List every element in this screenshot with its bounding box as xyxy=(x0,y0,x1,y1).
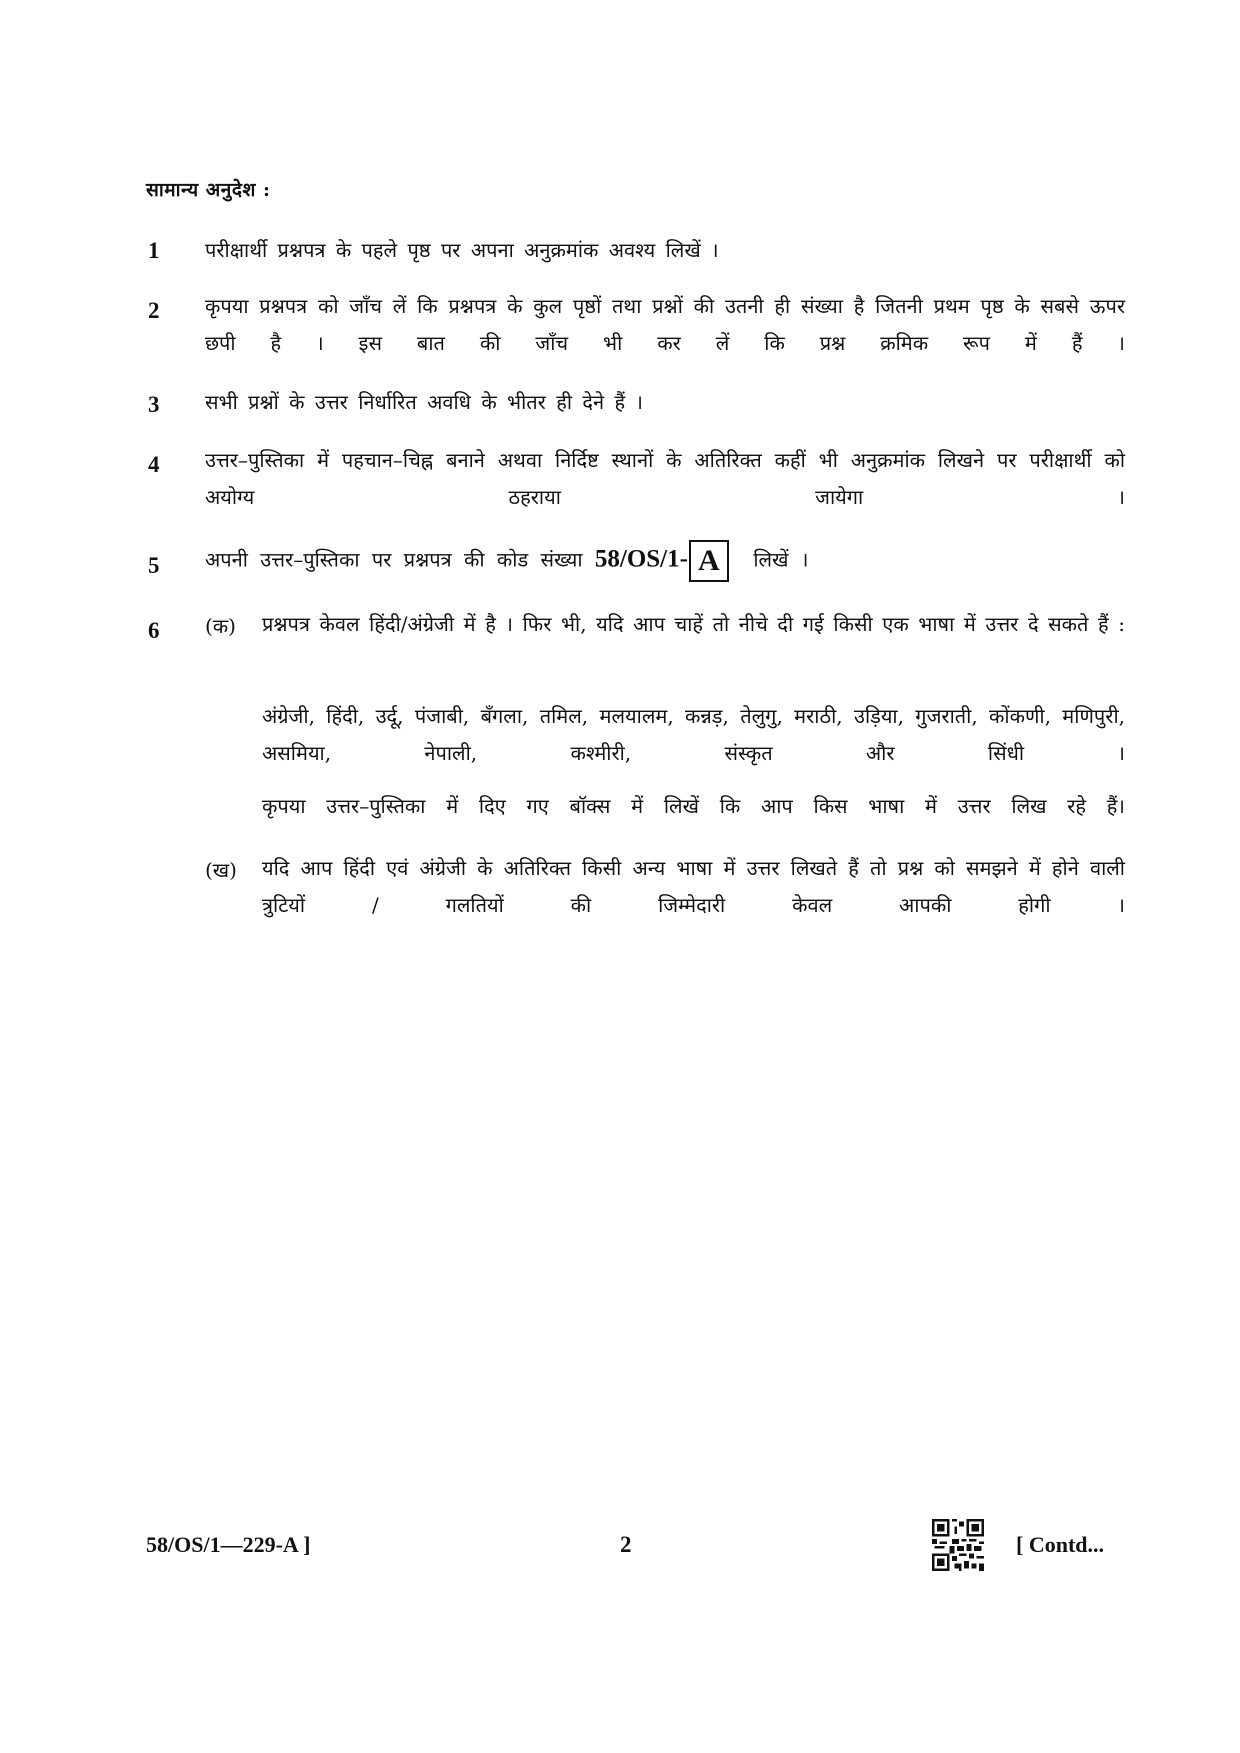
sub-item-text: प्रश्नपत्र केवल हिंदी/अंग्रेजी में है । फिर भी, यदि आप चाहें तो नीचे दी गई किसी एक भाषा में उत्तर दे सकते हैं : xyxy=(262,612,1125,636)
qr-code-icon xyxy=(932,1519,984,1571)
paper-code-set-box: A xyxy=(689,540,729,582)
instruction-number: 5 xyxy=(148,553,160,578)
code-instruction-text: अपनी उत्तर–पुस्तिका पर प्रश्नपत्र की कोड संख्या xyxy=(205,547,583,572)
sub-item-label: (क) xyxy=(205,614,236,638)
footer-paper-code: 58/OS/1—229-A ] xyxy=(146,1532,311,1557)
continued-marker: [ Contd... xyxy=(1016,1532,1105,1557)
sub-item-label: (ख) xyxy=(205,858,237,882)
instruction-text: सभी प्रश्नों के उत्तर निर्धारित अवधि के भीतर ही देने हैं । xyxy=(205,390,644,414)
instruction-text-code xyxy=(205,540,1125,582)
instruction-number: 3 xyxy=(148,392,160,417)
instruction-number: 1 xyxy=(148,238,160,263)
paper-code: 58/OS/1- xyxy=(594,545,688,573)
instruction-text: उत्तर–पुस्तिका में पहचान–चिह्न बनाने अथवा निर्दिष्ट स्थानों के अतिरिक्त कहीं भी अनुक्रमांक लिखने पर परीक्षार्थी को अयोग्य ठहराया जायेगा । xyxy=(205,448,1125,509)
instruction-text: परीक्षार्थी प्रश्नपत्र के पहले पृष्ठ पर अपना अनुक्रमांक अवश्य लिखें । xyxy=(205,238,719,262)
instruction-number: 4 xyxy=(148,452,160,477)
language-list: अंग्रेजी, हिंदी, उर्दू, पंजाबी, बँगला, तमिल, मलयालम, कन्नड़, तेलुगु, मराठी, उड़िया, गुजराती, कोंकणी, मणिपुरी, असमिया, नेपाली, कश्मीरी, संस्कृत और सिंधी । xyxy=(262,704,1125,765)
instruction-number: 6 xyxy=(148,618,160,643)
page-number: 2 xyxy=(620,1532,632,1557)
code-instruction-suffix: लिखें । xyxy=(753,547,809,572)
instructions-heading: सामान्य अनुदेश : xyxy=(146,179,271,201)
language-note: कृपया उत्तर–पुस्तिका में दिए गए बॉक्स में लिखें कि आप किस भाषा में उत्तर लिख रहे हैं। xyxy=(262,794,1125,818)
instruction-number: 2 xyxy=(148,298,160,323)
sub-item-text: यदि आप हिंदी एवं अंग्रेजी के अतिरिक्त किसी अन्य भाषा में उत्तर लिखते हैं तो प्रश्न को समझने में होने वाली त्रुटियों / गलतियों की जिम्मेदारी केवल आपकी होगी । xyxy=(262,856,1125,917)
instruction-text: कृपया प्रश्नपत्र को जाँच लें कि प्रश्नपत्र के कुल पृष्ठों तथा प्रश्नों की उतनी ही संख्या है जितनी प्रथम पृष्ठ के सबसे ऊपर छपी है । इस बात की जाँच भी कर लें कि प्रश्न क्रमिक रूप में हैं । xyxy=(205,294,1125,355)
